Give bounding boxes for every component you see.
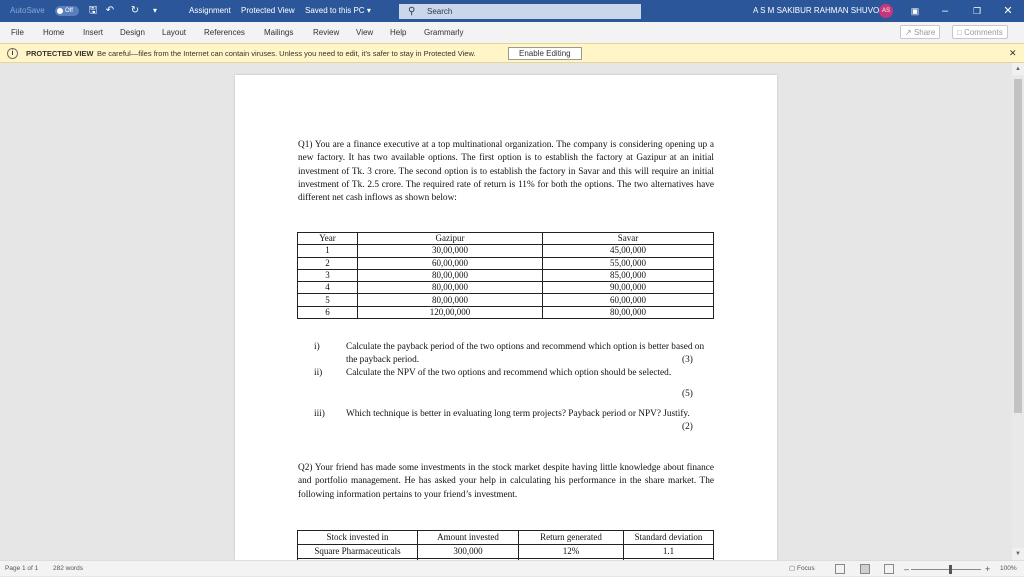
saved-status-text: Saved to this PC (305, 6, 365, 15)
search-box[interactable] (399, 4, 641, 19)
table-row (298, 545, 714, 559)
autosave-state: Off (65, 8, 73, 14)
table-row (298, 306, 714, 318)
zoom-out-icon[interactable]: – (904, 564, 910, 574)
table-cell: 3 (298, 269, 358, 281)
question-item-body: Which technique is better in evaluating long term projects? Payback period or NPV? Justify. (346, 409, 690, 419)
protected-view-bar (0, 43, 1024, 63)
zoom-level[interactable]: 100% (1000, 565, 1017, 572)
tab-grammarly[interactable]: Grammarly (424, 28, 464, 37)
question-item-text (346, 341, 715, 368)
focus-button[interactable] (789, 561, 815, 577)
autosave-label: AutoSave (10, 6, 45, 15)
table-cell: 80,00,000 (543, 306, 714, 318)
table-cell: 1.1 (624, 545, 714, 559)
minimize-icon[interactable]: – (941, 5, 949, 17)
zoom-slider-handle[interactable] (949, 565, 952, 574)
table-header: Savar (543, 233, 714, 245)
table-header: Amount invested (418, 531, 519, 545)
table-cell: 55,00,000 (543, 257, 714, 269)
tab-home[interactable]: Home (43, 28, 65, 37)
question-item-body: Calculate the NPV of the two options and recommend which option should be selected. (346, 368, 672, 378)
zoom-in-icon[interactable]: + (985, 564, 991, 574)
table-header: Stock invested in (298, 531, 418, 545)
question-item-body: Calculate the payback period of the two options and recommend which option is better based on the payback period. (346, 342, 705, 366)
question-marks: (5) (682, 389, 693, 399)
comment-icon: □ (957, 28, 962, 37)
user-name[interactable]: A S M SAKIBUR RAHMAN SHUVO (753, 6, 880, 15)
table-cell: 1 (298, 245, 358, 257)
close-icon[interactable]: ✕ (1009, 48, 1017, 58)
question-number: iii) (314, 409, 325, 419)
question-1-text: Q1) You are a finance executive at a top multinational organization. The company is considering opening up a new factory. It has two available options. The first option is to establish the factory at Gazipur at an initial investment of Tk. 3 crore. The second option is to establish the factory in Savar and this will require an initial investment of Tk. 2.5 crore. The required rate of return is 11% for both the options. The two alternatives have different net cash inflows as shown below: (298, 140, 714, 204)
question-marks: (2) (682, 422, 693, 432)
chevron-down-icon: ▾ (366, 6, 371, 15)
table-cell: 2 (298, 257, 358, 269)
question-marks: (3) (682, 355, 693, 365)
tab-review[interactable]: Review (313, 28, 340, 37)
tab-view[interactable]: View (356, 28, 374, 37)
tab-insert[interactable]: Insert (83, 28, 104, 37)
restore-icon[interactable]: ❐ (972, 6, 982, 16)
table-cell: 300,000 (418, 545, 519, 559)
status-bar (0, 560, 1024, 576)
question-item-text (346, 367, 721, 399)
tab-references[interactable]: References (204, 28, 245, 37)
customize-qat-icon[interactable]: ▾ (152, 6, 157, 15)
ribbon-tabs (0, 22, 1024, 43)
table-cell: 80,00,000 (358, 282, 543, 294)
print-layout-icon[interactable] (860, 564, 870, 574)
avatar[interactable]: AS (879, 4, 893, 18)
table-header-row (298, 233, 714, 245)
search-icon: ⚲ (408, 6, 416, 17)
scroll-up-icon[interactable]: ▲ (1012, 63, 1024, 75)
table-cell: 30,00,000 (358, 245, 543, 257)
scroll-thumb[interactable] (1014, 79, 1022, 413)
table-cell: 80,00,000 (358, 269, 543, 281)
table-cell: 60,00,000 (358, 257, 543, 269)
scroll-down-icon[interactable]: ▼ (1012, 548, 1024, 560)
table-row (298, 269, 714, 281)
save-icon[interactable]: 🖫 (88, 5, 98, 16)
protected-view-label: Protected View (241, 6, 295, 15)
undo-icon[interactable]: ↶ (105, 5, 115, 16)
web-layout-icon[interactable] (884, 564, 894, 574)
table-cell: 5 (298, 294, 358, 306)
question-number: i) (314, 342, 320, 352)
table-cell: Square Pharmaceuticals (298, 545, 418, 559)
redo-icon[interactable]: ↻ (130, 5, 140, 16)
ribbon-display-options-icon[interactable]: ▣ (910, 6, 920, 16)
close-icon[interactable]: ✕ (1003, 5, 1013, 17)
table-cell: 90,00,000 (543, 282, 714, 294)
table-cell: 85,00,000 (543, 269, 714, 281)
comments-button[interactable] (952, 25, 1008, 39)
tab-layout[interactable]: Layout (162, 28, 187, 37)
focus-label: Focus (796, 565, 815, 572)
table-cell: 6 (298, 306, 358, 318)
question-item-text (346, 408, 715, 432)
table-header: Gazipur (358, 233, 543, 245)
table-cell: 4 (298, 282, 358, 294)
table-header: Year (298, 233, 358, 245)
share-icon: ↗ (905, 28, 912, 37)
page-indicator[interactable]: Page 1 of 1 (5, 565, 39, 572)
table-row (298, 257, 714, 269)
table-row (298, 282, 714, 294)
tab-mailings[interactable]: Mailings (264, 28, 294, 37)
word-count[interactable]: 282 words (53, 565, 83, 572)
document-title: Assignment (189, 6, 231, 15)
table-cell: 12% (519, 545, 624, 559)
vertical-scrollbar[interactable] (1012, 63, 1024, 560)
focus-icon: ▢ (789, 565, 796, 572)
table-cell: 60,00,000 (543, 294, 714, 306)
share-label: Share (913, 28, 936, 37)
table-cell: 80,00,000 (358, 294, 543, 306)
document-page[interactable] (235, 75, 777, 560)
tab-file[interactable]: File (11, 28, 24, 37)
info-icon: i (7, 48, 18, 59)
tab-design[interactable]: Design (120, 28, 145, 37)
title-bar (0, 0, 1024, 22)
enable-editing-button[interactable]: Enable Editing (508, 47, 582, 60)
zoom-slider[interactable] (911, 569, 981, 570)
table-cell: 45,00,000 (543, 245, 714, 257)
table-row (298, 294, 714, 306)
table-header-row (298, 531, 714, 545)
saved-status[interactable] (305, 0, 371, 22)
share-button[interactable] (900, 25, 940, 39)
autosave-toggle[interactable] (55, 6, 79, 16)
read-mode-icon[interactable] (835, 564, 845, 574)
question-number: ii) (314, 368, 323, 378)
table-cell: 120,00,000 (358, 306, 543, 318)
table-header: Standard deviation (624, 531, 714, 545)
cash-flow-table (297, 232, 714, 319)
search-placeholder: Search (427, 7, 453, 16)
protected-view-message: Be careful—files from the Internet can contain viruses. Unless you need to edit, it's safer to stay in Protected View. (97, 49, 476, 58)
question-2-text: Q2) Your friend has made some investments in the stock market despite having little knowledge about finance and portfolio management. He has asked your help in calculating his performance in the share market. The following information pertains to your friend’s investment. (298, 463, 714, 500)
protected-view-title: PROTECTED VIEW (26, 49, 94, 58)
tab-help[interactable]: Help (390, 28, 407, 37)
comments-label: Comments (964, 28, 1003, 37)
table-header: Return generated (519, 531, 624, 545)
table-row (298, 245, 714, 257)
